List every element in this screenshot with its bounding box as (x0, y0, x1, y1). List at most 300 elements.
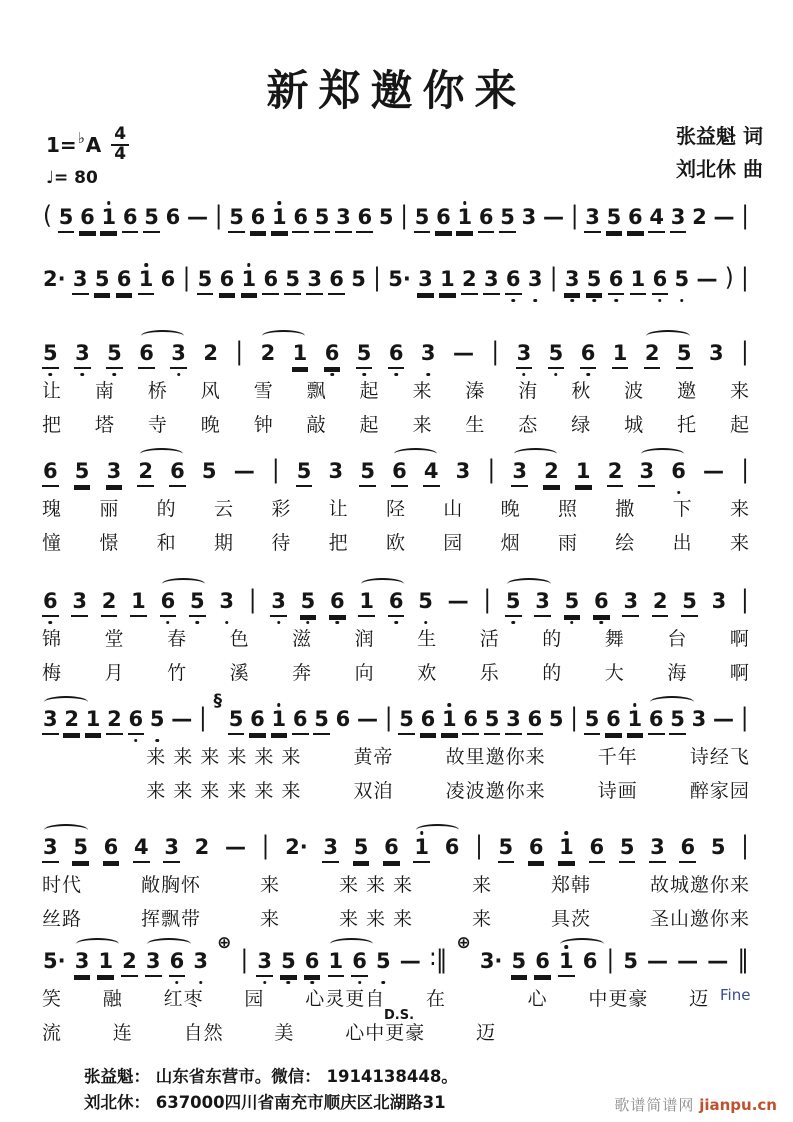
note-digit: 4 (648, 207, 665, 233)
barline: | (606, 945, 615, 974)
note-digit: 5 (74, 461, 91, 487)
lyrics-verse-1 (42, 376, 750, 403)
octave-dot-above (463, 201, 467, 205)
lyric-syllable: 园 (244, 988, 265, 1010)
lyric-syllable: 城 (624, 414, 645, 436)
note-digit: 2 (543, 461, 560, 487)
lyricist-credit: 张益魁 词 (676, 124, 763, 148)
note-digit: 5 (300, 591, 317, 617)
note-digit: 5 (356, 343, 373, 369)
barline: | (248, 585, 257, 614)
octave-dot-below (511, 621, 515, 625)
coda-icon: ⊕ (456, 933, 471, 953)
barline: | (199, 703, 207, 732)
octave-dot-above (448, 703, 452, 707)
lyric-syllable: 敲 (306, 414, 327, 436)
lyric-syllable: 起 (359, 380, 380, 402)
note-digit: 6 (505, 269, 522, 295)
lyric-syllable: 态 (518, 414, 539, 436)
note-digit: 6 (169, 951, 186, 977)
note-digit: 3 (534, 591, 551, 617)
note-digit: 1 (271, 709, 288, 735)
note-digit: 5 (586, 269, 603, 295)
lyric-syllable: 连 (112, 1022, 133, 1044)
lyrics-verse-2 (42, 658, 750, 685)
lyric-syllable: 桥 (147, 380, 168, 402)
note-digit: 3 (322, 837, 339, 863)
note-digit: 5 (313, 709, 330, 735)
lyric-syllable: 起 (729, 414, 750, 436)
note-digit: 5 (106, 343, 123, 369)
note-digit: 5 (676, 343, 693, 369)
octave-dot-below (511, 299, 515, 303)
lyric-syllable: 融 (102, 988, 123, 1010)
lyric-syllable: 丽 (99, 498, 120, 520)
note-digit: 6 (580, 343, 597, 369)
lyric-syllable: 绿 (571, 414, 592, 436)
barline: | (549, 263, 558, 292)
note-digit: 1 (328, 951, 345, 977)
note-digit: 1 (241, 269, 258, 295)
lyric-syllable: 云 (213, 498, 234, 520)
note-digit: 6 (262, 269, 279, 295)
dash-sustain: — (703, 459, 725, 483)
note-digit: 3 (527, 269, 544, 295)
lyric-syllable: 红枣 (163, 988, 204, 1010)
lyric-syllable: 来 来 来 来 来 来 (146, 746, 302, 768)
note-digit: 6 (420, 709, 437, 735)
lyric-syllable: 彩 (271, 498, 292, 520)
lyric-syllable: 堂 (104, 628, 125, 650)
barline: | (487, 455, 496, 484)
octave-dot-below (362, 373, 366, 377)
dash-sustain: — (357, 707, 378, 731)
note-digit: 3 (170, 343, 187, 369)
note-digit: 3 (306, 269, 323, 295)
lyric-syllable: 下 (672, 498, 693, 520)
lyric-syllable: 来 (729, 498, 750, 520)
octave-dot-below (306, 621, 310, 625)
lyric-syllable: 来 (472, 908, 493, 930)
octave-dot-below (570, 621, 574, 625)
octave-dot-below (175, 981, 179, 985)
dash-sustain: — (186, 205, 208, 229)
note-digit: 1 (138, 269, 155, 295)
note-digit: 6 (138, 343, 155, 369)
octave-dot-below (81, 373, 85, 377)
music-line-1 (42, 190, 750, 233)
lyric-syllable: 挥飘带 (140, 908, 201, 930)
barline: | (235, 337, 244, 366)
lyric-syllable: 流 (42, 1022, 63, 1044)
note-digit: 6 (169, 461, 186, 487)
note-digit: 1 (130, 591, 147, 617)
octave-dot-below (394, 373, 398, 377)
dash-sustain: — (447, 589, 469, 613)
lyric-syllable: 双洎 (353, 780, 394, 802)
note-digit: 5 (417, 591, 434, 617)
note-digit: 1 (97, 951, 114, 977)
note-digit: 2 (194, 835, 210, 859)
dash-sustain: — (233, 459, 255, 483)
barline: | (214, 201, 223, 230)
note-digit: 3 (511, 461, 528, 487)
dash-sustain: — (452, 341, 474, 365)
lyric-syllable: 的 (542, 662, 563, 684)
note-digit: 5 (674, 269, 691, 295)
note-digit: 6 (79, 207, 96, 233)
octave-dot-above (277, 703, 281, 707)
note-digit: 5 (681, 591, 698, 617)
lyric-syllable: 心 (527, 988, 548, 1010)
lyric-syllable: 飘 (306, 380, 327, 402)
lyric-syllable: 故城邀你来 (649, 874, 750, 896)
note-digit: 6 (593, 591, 610, 617)
lyric-syllable: 让 (42, 380, 63, 402)
lyric-syllable: 秋 (571, 380, 592, 402)
notation-row (42, 934, 750, 977)
lyric-syllable: 迈 (475, 1022, 496, 1044)
notation-row (42, 252, 750, 295)
barline: | (261, 831, 270, 860)
octave-dot-below (358, 981, 362, 985)
octave-dot-below (382, 981, 386, 985)
note-digit: 1 (558, 837, 575, 863)
note-digit: 2 (652, 591, 669, 617)
lyric-syllable: 憧 (42, 532, 63, 554)
music-line-2 (42, 252, 750, 295)
note-digit: 3· (479, 949, 503, 973)
note-digit: 5 (42, 343, 59, 369)
lyric-syllable: 向 (354, 662, 375, 684)
note-digit: 3 (649, 837, 666, 863)
note-digit: 5 (201, 459, 217, 483)
note-digit: 6 (116, 269, 133, 295)
note-digit: 2 (644, 343, 661, 369)
fine-label: Fine (720, 986, 751, 1004)
notation-row (42, 692, 750, 735)
segno-icon: § (213, 691, 222, 711)
lyric-syllable: 来 来 来 (338, 874, 414, 896)
note-digit: 3 (328, 459, 344, 483)
lyric-syllable: 中更豪 (588, 988, 649, 1010)
note-digit: 5 (548, 707, 564, 731)
lyric-syllable: 山 (443, 498, 464, 520)
note-digit: 3 (691, 707, 707, 731)
note-digit: 3 (163, 837, 180, 863)
lyricist-contact: 张益魁： 山东省东营市。微信： 1914138448。 (84, 1067, 458, 1086)
note-digit: 5 (280, 951, 297, 977)
note-digit: 5 (351, 267, 366, 291)
note-digit: 5 (314, 207, 331, 233)
notation-row (42, 444, 750, 487)
note-digit: 3 (638, 461, 655, 487)
note-digit: 6 (328, 269, 345, 295)
lyric-syllable: 来 来 来 来 来 来 (146, 780, 302, 802)
lyric-syllable: 色 (229, 628, 250, 650)
note-digit: 5 (619, 837, 636, 863)
lyric-syllable: 波 (624, 380, 645, 402)
lyric-syllable: 来 (259, 908, 280, 930)
note-digit: 6 (627, 207, 644, 233)
note-digit: 6 (383, 837, 400, 863)
barline: | (240, 945, 249, 974)
note-digit: 3 (708, 341, 724, 365)
note-digit: 1 (558, 951, 575, 977)
lyric-syllable: 春 (167, 628, 188, 650)
lyric-syllable: 来 来 来 (338, 908, 414, 930)
key-letter: A (85, 132, 102, 157)
lyric-syllable: 让 (328, 498, 349, 520)
barline: | (400, 201, 408, 230)
music-line-3 (42, 326, 750, 437)
note-digit: 6 (250, 207, 267, 233)
note-digit: 6 (679, 837, 696, 863)
note-digit: 3 (505, 709, 522, 735)
octave-dot-above (144, 263, 148, 267)
note-digit: 3 (145, 951, 162, 977)
octave-dot-below (199, 981, 203, 985)
note-digit: 3 (584, 207, 601, 233)
note-digit: 3 (74, 343, 91, 369)
note-digit: 3 (218, 591, 235, 617)
note-digit: 3 (516, 343, 533, 369)
note-digit: 5 (564, 591, 581, 617)
note-digit: 5 (584, 709, 601, 735)
octave-dot-above (247, 263, 251, 267)
note-digit: 2· (285, 835, 308, 859)
octave-dot-below (336, 621, 340, 625)
dash-sustain: — (647, 949, 669, 973)
lyric-syllable: 锦 (42, 628, 63, 650)
note-digit: 2 (106, 709, 123, 735)
octave-dot-below (310, 981, 314, 985)
note-digit: 5 (414, 207, 431, 233)
octave-dot-below (134, 739, 138, 743)
note-digit: 6 (42, 591, 59, 617)
credits (676, 120, 763, 186)
barline: | (741, 263, 749, 292)
lyric-syllable: 来 (259, 874, 280, 896)
note-digit: 5 (72, 837, 89, 863)
lyric-syllable: 台 (667, 628, 688, 650)
note-digit: 6 (444, 835, 460, 859)
note-digit: 3 (106, 461, 123, 487)
lyric-syllable: 活 (479, 628, 500, 650)
note-digit: 2 (63, 709, 80, 735)
note-digit: 3 (42, 709, 59, 735)
note-digit: 6 (351, 951, 368, 977)
note-digit: 4 (423, 461, 440, 487)
note-digit: 2· (43, 267, 66, 291)
octave-dot-below (614, 299, 618, 303)
lyric-syllable: 时代 (42, 874, 83, 896)
lyric-syllable: 滋 (292, 628, 313, 650)
barline: ∶‖ (429, 945, 448, 974)
notation-row (42, 820, 750, 863)
note-digit: 6 (335, 707, 351, 731)
tempo-marking: ♩= 80 (46, 168, 98, 188)
note-digit: 6 (391, 461, 408, 487)
note-digit: 5 (149, 709, 166, 735)
lyric-syllable: 千年 (597, 746, 638, 768)
music-line-7 (42, 820, 750, 931)
lyric-syllable: 托 (677, 414, 698, 436)
octave-dot-below (533, 299, 537, 303)
note-digit: 6 (219, 269, 236, 295)
note-digit: 3 (483, 269, 500, 295)
lyric-syllable: 起 (359, 414, 380, 436)
lyric-syllable: 故里邀你来 (445, 746, 546, 768)
lyric-syllable: 敞胸怀 (140, 874, 201, 896)
note-digit: 3 (335, 207, 352, 233)
music-line-8 (42, 934, 750, 1045)
lyric-syllable: 风 (200, 380, 221, 402)
dash-sustain: — (696, 267, 718, 291)
note-digit: 6 (462, 709, 479, 735)
lyrics-verse-1 (42, 494, 750, 521)
note-digit: 1 (100, 207, 117, 233)
lyric-syllable: 钟 (253, 414, 274, 436)
lyric-syllable: 黄帝 (353, 746, 394, 768)
note-digit: 6 (528, 837, 545, 863)
note-digit: 5 (284, 269, 301, 295)
note-digit: 1 (441, 709, 458, 735)
note-digit: 3 (564, 269, 581, 295)
lyric-syllable: 邀 (677, 380, 698, 402)
lyric-syllable: 憬 (99, 532, 120, 554)
watermark-url-link[interactable]: jianpu.cn (699, 1096, 777, 1114)
watermark-site-name: 歌谱简谱网 (614, 1096, 695, 1114)
lyric-syllable: 瑰 (42, 498, 63, 520)
barline: ( (43, 201, 52, 230)
note-digit: 1 (85, 709, 102, 735)
note-digit: 6 (249, 709, 266, 735)
lyric-syllable: 塔 (94, 414, 115, 436)
composer-credit: 刘北休 曲 (676, 157, 763, 181)
dash-sustain: — (171, 707, 193, 731)
note-digit: 5 (511, 951, 528, 977)
key-signature (46, 126, 129, 164)
barline: | (483, 585, 492, 614)
lyric-syllable: 把 (328, 532, 349, 554)
note-digit: 1 (456, 207, 473, 233)
note-digit: 3 (192, 951, 209, 977)
note-digit: 6 (652, 269, 669, 295)
lyrics-verse-1 (42, 742, 750, 769)
note-digit: 6 (435, 207, 452, 233)
lyric-syllable: 啊 (729, 662, 750, 684)
lyric-syllable: 来 (729, 380, 750, 402)
lyric-syllable: 来 (729, 532, 750, 554)
octave-dot-above (565, 831, 569, 835)
dal-segno-label: D.S. (384, 1008, 415, 1023)
note-digit: 5 (143, 207, 160, 233)
lyric-syllable: 诗经飞 (689, 746, 750, 768)
lyric-syllable: 晚 (500, 498, 521, 520)
note-digit: 3 (42, 837, 59, 863)
octave-dot-below (426, 373, 430, 377)
note-digit: 2 (203, 341, 218, 365)
note-digit: 5· (43, 949, 66, 973)
octave-dot-below (263, 981, 267, 985)
watermark (614, 1094, 777, 1115)
note-digit: 6 (103, 837, 120, 863)
song-title: 新郑邀你来 (266, 66, 527, 115)
barline: ‖ (737, 945, 749, 974)
lyric-syllable: 舞 (604, 628, 625, 650)
lyric-syllable: 欢 (417, 662, 438, 684)
octave-dot-below (592, 299, 596, 303)
note-digit: 1 (271, 207, 288, 233)
lyric-syllable: 南 (94, 380, 115, 402)
octave-dot-above (107, 201, 111, 205)
note-digit: 5 (623, 949, 638, 973)
lyric-syllable: 生 (465, 414, 486, 436)
lyric-syllable: 美 (274, 1022, 295, 1044)
lyric-syllable: 撒 (615, 498, 636, 520)
octave-dot-below (554, 373, 558, 377)
meter-denominator: 4 (114, 143, 127, 164)
note-digit: 1 (575, 461, 592, 487)
octave-dot-below (570, 299, 574, 303)
octave-dot-below (424, 621, 428, 625)
octave-dot-below (196, 621, 200, 625)
lyric-syllable: 待 (271, 532, 292, 554)
lyrics-verse-2 (42, 410, 750, 437)
note-digit: 6 (329, 591, 346, 617)
note-digit: 2 (101, 591, 118, 617)
note-digit: 6 (478, 207, 495, 233)
barline: | (373, 263, 381, 292)
octave-dot-below (600, 621, 604, 625)
octave-dot-below (49, 621, 53, 625)
coda-icon: ⊕ (217, 933, 232, 953)
octave-dot-below (225, 621, 229, 625)
note-digit: 3 (71, 591, 88, 617)
note-digit: 5· (388, 267, 411, 291)
lyric-syllable: 自然 (183, 1022, 224, 1044)
lyric-syllable: 在 (425, 988, 446, 1010)
note-digit: 5 (606, 207, 623, 233)
lyric-syllable: 海 (667, 662, 688, 684)
lyrics-verse-1 (42, 870, 750, 897)
lyric-syllable: 笑 (42, 988, 63, 1010)
barline: | (491, 337, 500, 366)
lyric-syllable: 大 (604, 662, 625, 684)
note-digit: 3 (622, 591, 639, 617)
note-digit: 6 (388, 343, 405, 369)
lyric-syllable: 寺 (147, 414, 168, 436)
time-signature (111, 126, 129, 164)
notation-row (42, 190, 750, 233)
lyric-syllable: 期 (213, 532, 234, 554)
note-digit: 6 (582, 949, 598, 973)
dash-sustain: — (713, 707, 734, 731)
key-prefix: 1= (46, 132, 77, 157)
note-digit: 3 (72, 269, 89, 295)
note-digit: 5 (378, 205, 394, 229)
lyric-syllable: 乐 (479, 662, 500, 684)
dash-sustain: — (713, 205, 735, 229)
note-digit: 6 (324, 343, 341, 369)
note-digit: 5 (58, 207, 75, 233)
barline: | (182, 263, 191, 292)
octave-dot-below (658, 299, 662, 303)
octave-dot-below (586, 373, 590, 377)
lyrics-verse-2 (42, 904, 750, 931)
notation-row (42, 574, 750, 617)
